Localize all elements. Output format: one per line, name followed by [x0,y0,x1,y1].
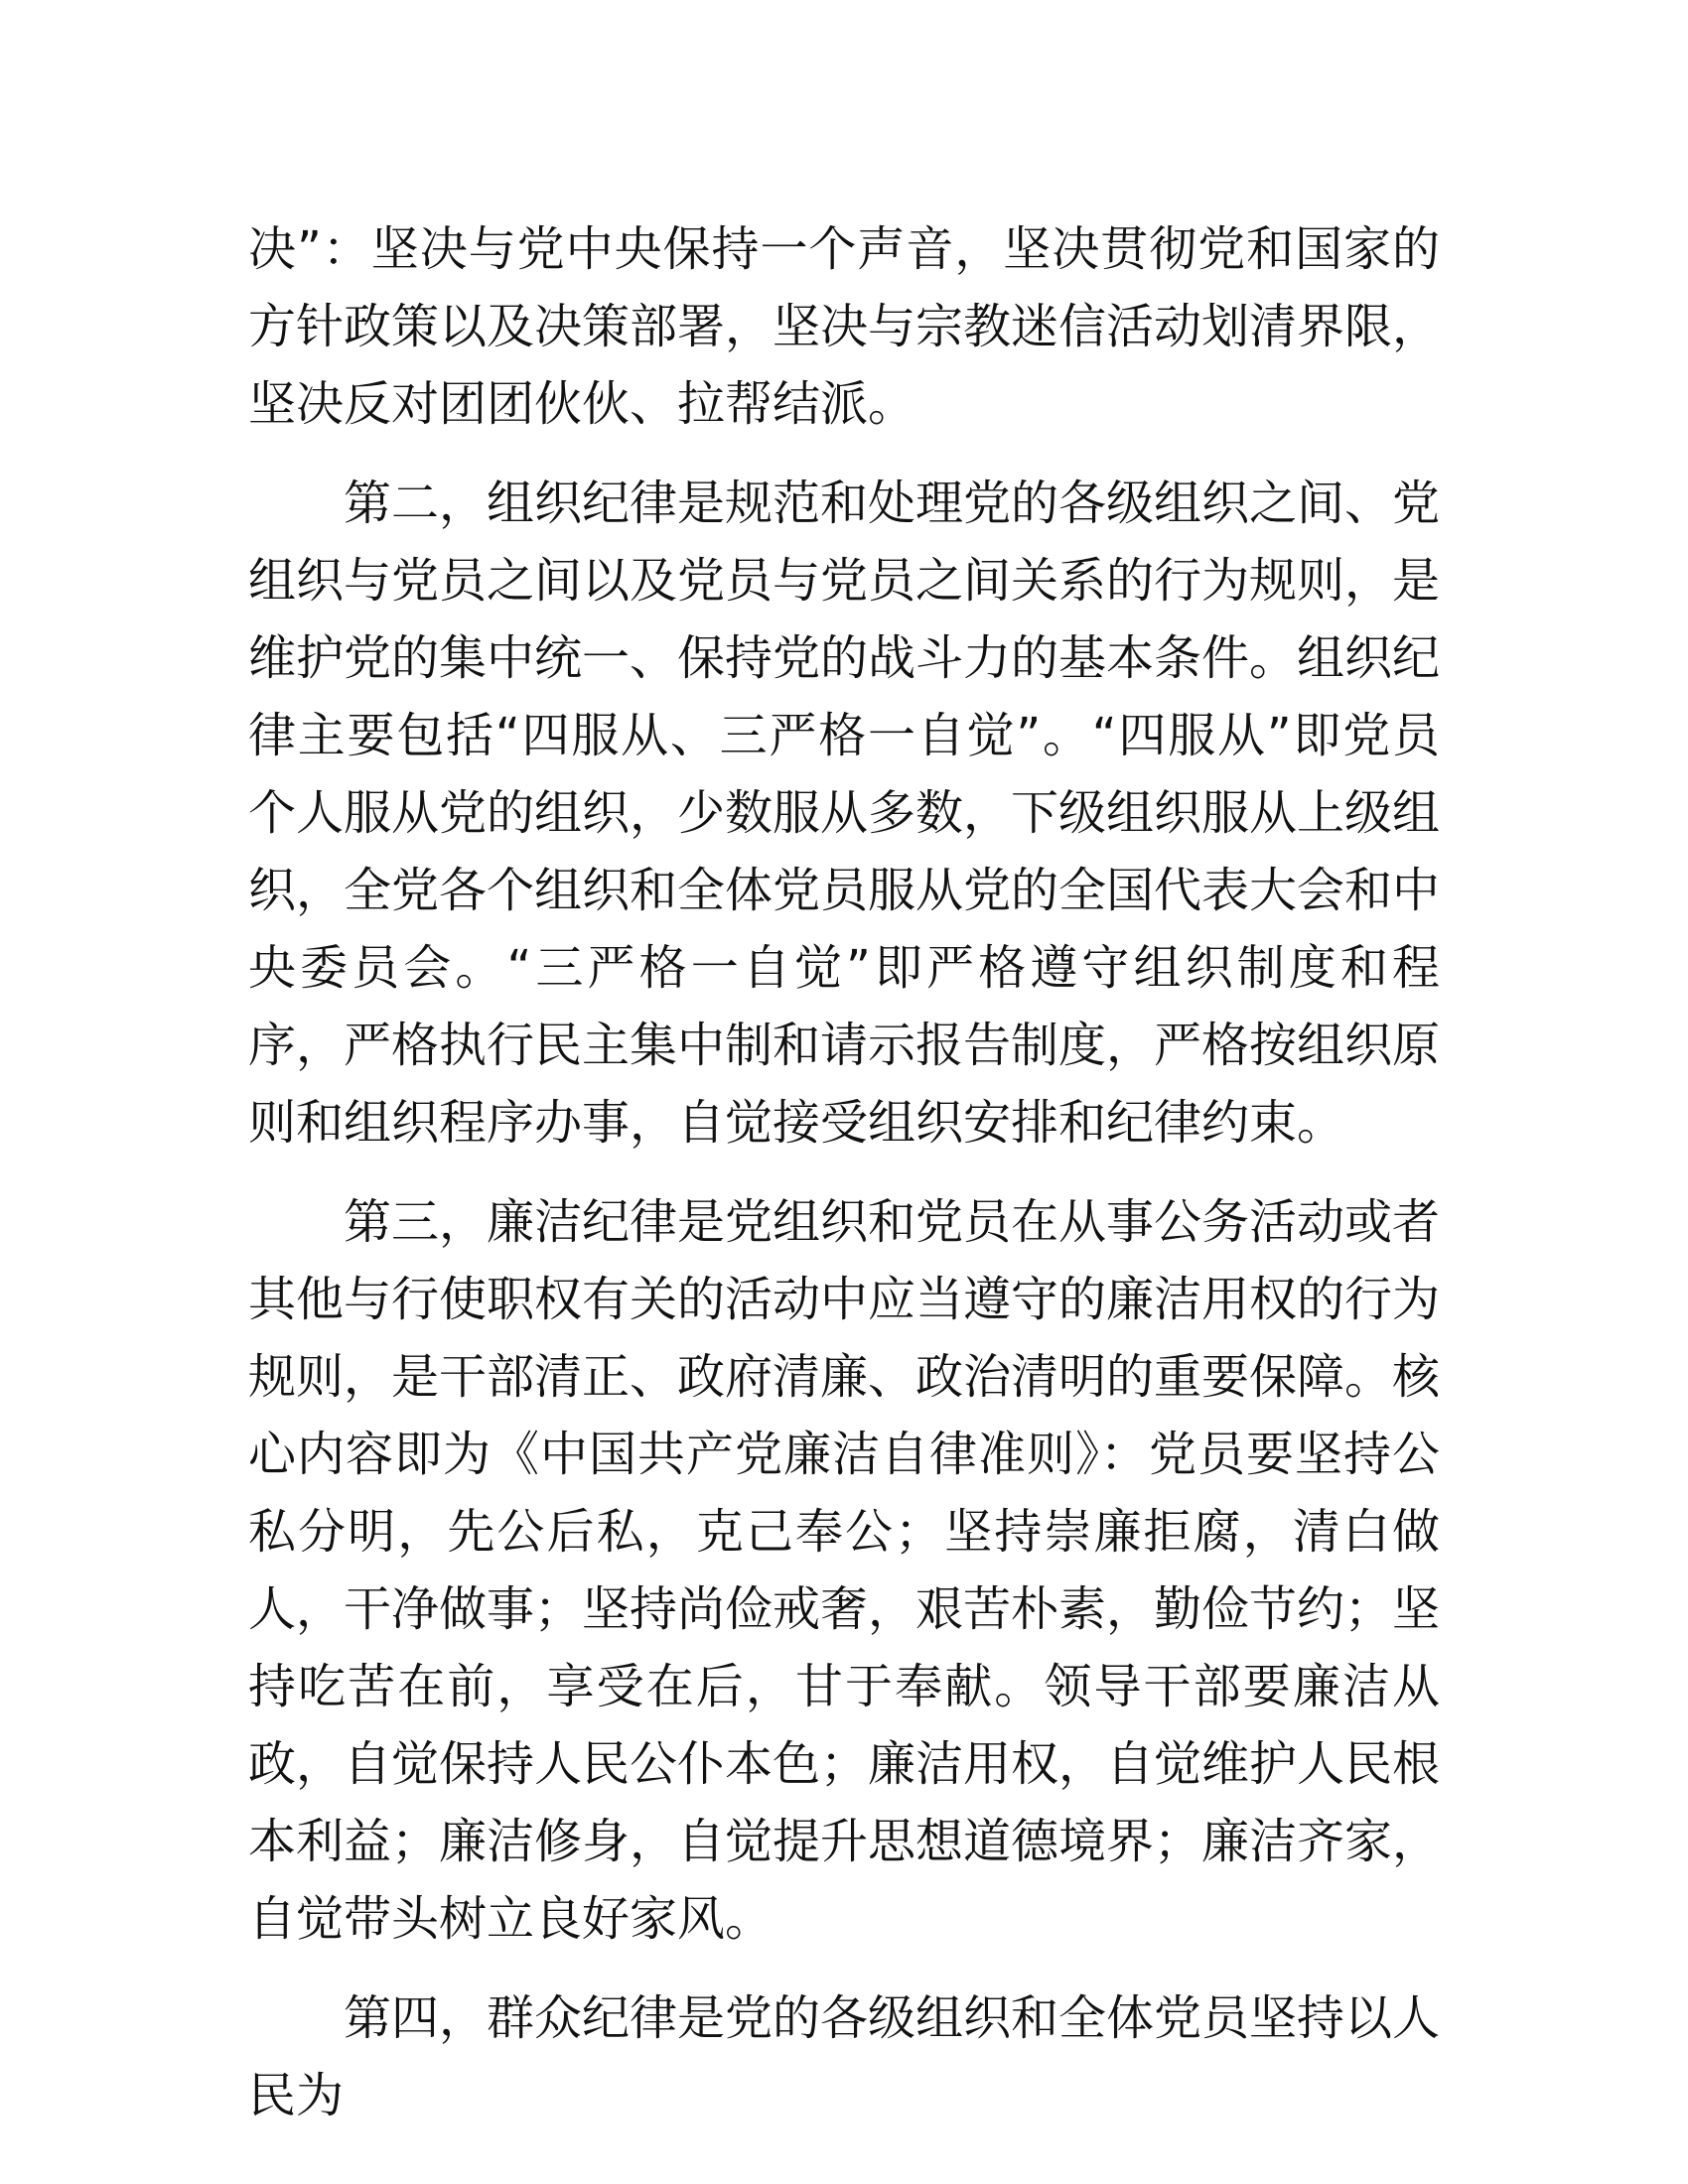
paragraph-mass-discipline-start: 第四，群众纪律是党的各级组织和全体党员坚持以人民为 [248,1990,1441,2123]
paragraph-integrity-discipline: 第三，廉洁纪律是党组织和党员在从事公务活动或者其他与行使职权有关的活动中应当遵守的廉洁用权的行为规则，是干部清正、政府清廉、政治清明的重要保障。核心内容即为《中国共产党廉洁自律准则》：党员要坚持公私分明，先公后私，克己奉公；坚持崇廉拒腐，清白做人，干净做事；坚持尚俭戒奢，艰苦朴素，勤俭节约；坚持吃苦在前，享受在后，甘于奉献。领导干部要廉洁从政，自觉保持人民公仆本色；廉洁用权，自觉维护人民根本利益；廉洁修身，自觉提升思想道德境界；廉洁齐家，自觉带头树立良好家风。 [248,1194,1441,1947]
body-text [248,210,1440,2156]
paragraph-organizational-discipline: 第二，组织纪律是规范和处理党的各级组织之间、党组织与党员之间以及党员与党员之间关系的行为规则，是维护党的集中统一、保持党的战斗力的基本条件。组织纪律主要包括“四服从、三严格一自觉”。“四服从”即党员个人服从党的组织，少数服从多数，下级组织服从上级组织，全党各个组织和全体党员服从党的全国代表大会和中央委员会。“三严格一自觉”即严格遵守组织制度和程序，严格执行民主集中制和请示报告制度，严格按组织原则和组织程序办事，自觉接受组织安排和纪律约束。 [248,476,1441,1151]
paragraph-political-discipline-end: 决”：坚决与党中央保持一个声音，坚决贯彻党和国家的方针政策以及决策部署，坚决与宗教迷信活动划清界限，坚决反对团团伙伙、拉帮结派。 [248,221,1441,432]
